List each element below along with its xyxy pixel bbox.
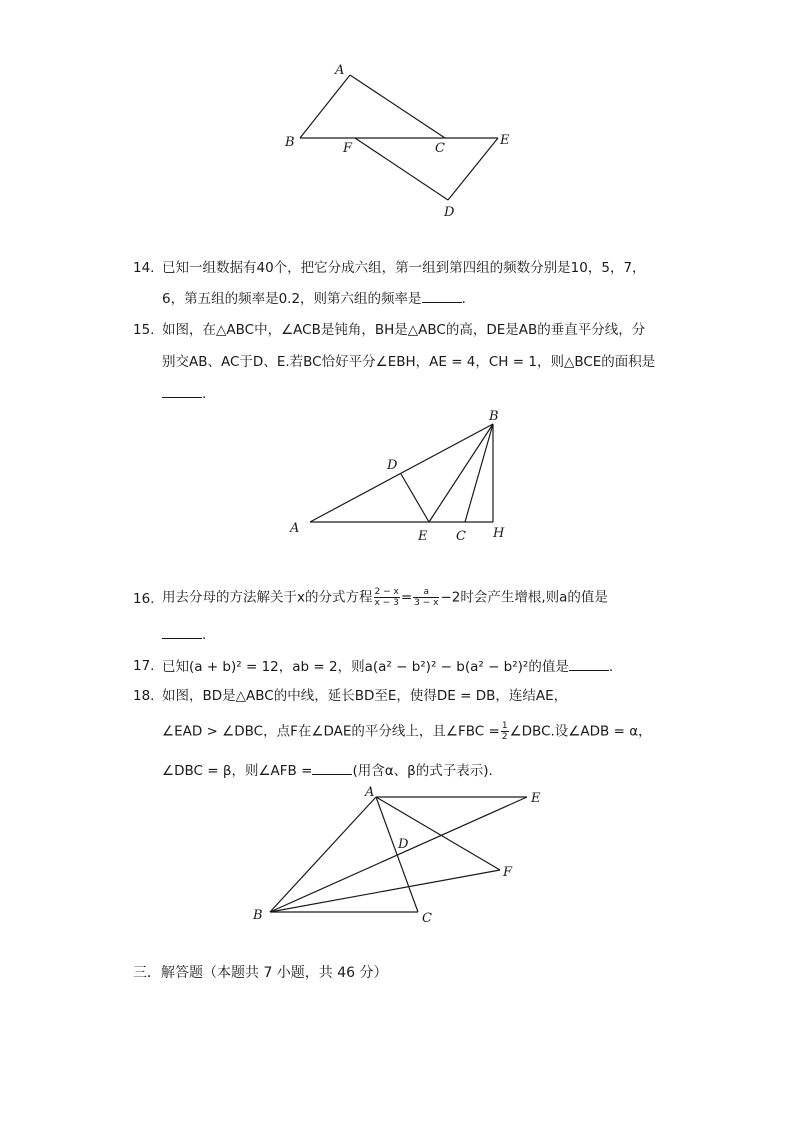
fraction-2 [413,587,439,608]
q17-end: . [608,659,614,675]
label-d: D [387,458,398,473]
q16-line1 [162,587,608,608]
q18-line2-after: ∠DBC.设∠ADB = α， [509,723,652,740]
answer-blank[interactable] [162,383,202,398]
fraction-1-denominator: x − 3 [374,598,399,608]
segment-ac [376,797,418,912]
q16-after: −2时会产生增根,则a的值是 [440,589,608,606]
segment-de [401,474,429,522]
segment-ac [350,75,445,138]
q17-line [162,656,613,677]
segment-af [376,797,500,870]
fraction-1-numerator: 2 − x [374,587,399,597]
segment-ed [448,138,498,200]
q18-line1: 如图，BD是△ABC的中线，延长BD至E，使得DE = DB，连结AE， [162,688,568,704]
label-d: D [398,837,409,852]
q18-number: 18. [133,688,155,704]
q14-end: . [461,291,466,307]
q18-line3-before: ∠DBC = β，则∠AFB = [162,763,313,779]
segment-be [429,424,493,522]
segment-ab [310,424,493,522]
q16-number: 16. [133,591,155,607]
q14-line2 [162,288,466,309]
fraction-2-denominator: 3 − x [414,598,439,608]
q16-end: . [202,627,207,643]
q18-line2 [162,721,652,742]
segment-bc [465,424,493,522]
segment-be [270,797,527,912]
q14-line1: 已知一组数据有40个，把它分成六组，第一组到第四组的频数分别是10，5，7， [162,260,646,276]
answer-blank[interactable] [312,760,352,775]
q15-number: 15. [133,322,155,338]
label-a: A [365,785,375,800]
label-f: F [503,865,513,880]
fraction-half-numerator: 1 [501,721,508,731]
figure-q18 [245,780,555,930]
label-a: A [335,63,345,78]
fraction-half-denominator: 2 [501,732,508,742]
label-a: A [290,521,300,536]
label-f: F [343,141,353,156]
label-b: B [285,135,295,150]
answer-blank[interactable] [422,288,462,303]
q18-line2-before: ∠EAD > ∠DBC，点F在∠DAE的平分线上，且∠FBC = [162,723,500,740]
label-e: E [500,133,510,148]
label-c: C [456,529,466,544]
fraction-half [501,721,509,742]
q14-line2-text: 6，第五组的频率是0.2，则第六组的频率是 [162,291,422,307]
q18-line3 [162,760,493,781]
label-c: C [435,141,445,156]
q16-equals: = [400,589,413,606]
segment-ab [300,75,350,138]
section-3-title: 三．解答题（本题共 7 小题，共 46 分） [133,965,388,981]
q15-end: . [202,386,207,402]
label-b: B [253,908,263,923]
label-c: C [422,911,432,926]
q14-number: 14. [133,260,155,276]
q15-line3 [162,383,206,404]
label-e: E [418,529,428,544]
segment-bf [270,870,500,912]
q16-before: 用去分母的方法解关于x的分式方程 [162,589,373,606]
label-d: D [444,205,455,220]
fraction-2-numerator: a [413,587,439,598]
answer-blank[interactable] [569,656,609,671]
q15-line2: 别交AB、AC于D、E.若BC恰好平分∠EBH，AE = 4，CH = 1，则△BCE的面积是 [162,354,656,370]
q16-line2 [162,624,206,645]
figure-q13 [270,55,530,225]
q15-line1: 如图，在△ABC中，∠ACB是钝角，BH是△ABC的高，DE是AB的垂直平分线，分 [162,322,646,338]
q17-text: 已知(a + b)² = 12，ab = 2，则a(a² − b²)² − b(a² − b²)²的值是 [162,659,569,675]
answer-blank[interactable] [162,624,202,639]
q18-line3-after: (用含α、β的式子表示). [352,763,493,779]
label-b: B [489,409,499,424]
fraction-1 [374,587,400,608]
q17-number: 17. [133,658,155,674]
segment-ab [270,797,376,912]
label-e: E [531,791,541,806]
label-h: H [493,526,505,541]
figure-q15 [280,400,520,550]
